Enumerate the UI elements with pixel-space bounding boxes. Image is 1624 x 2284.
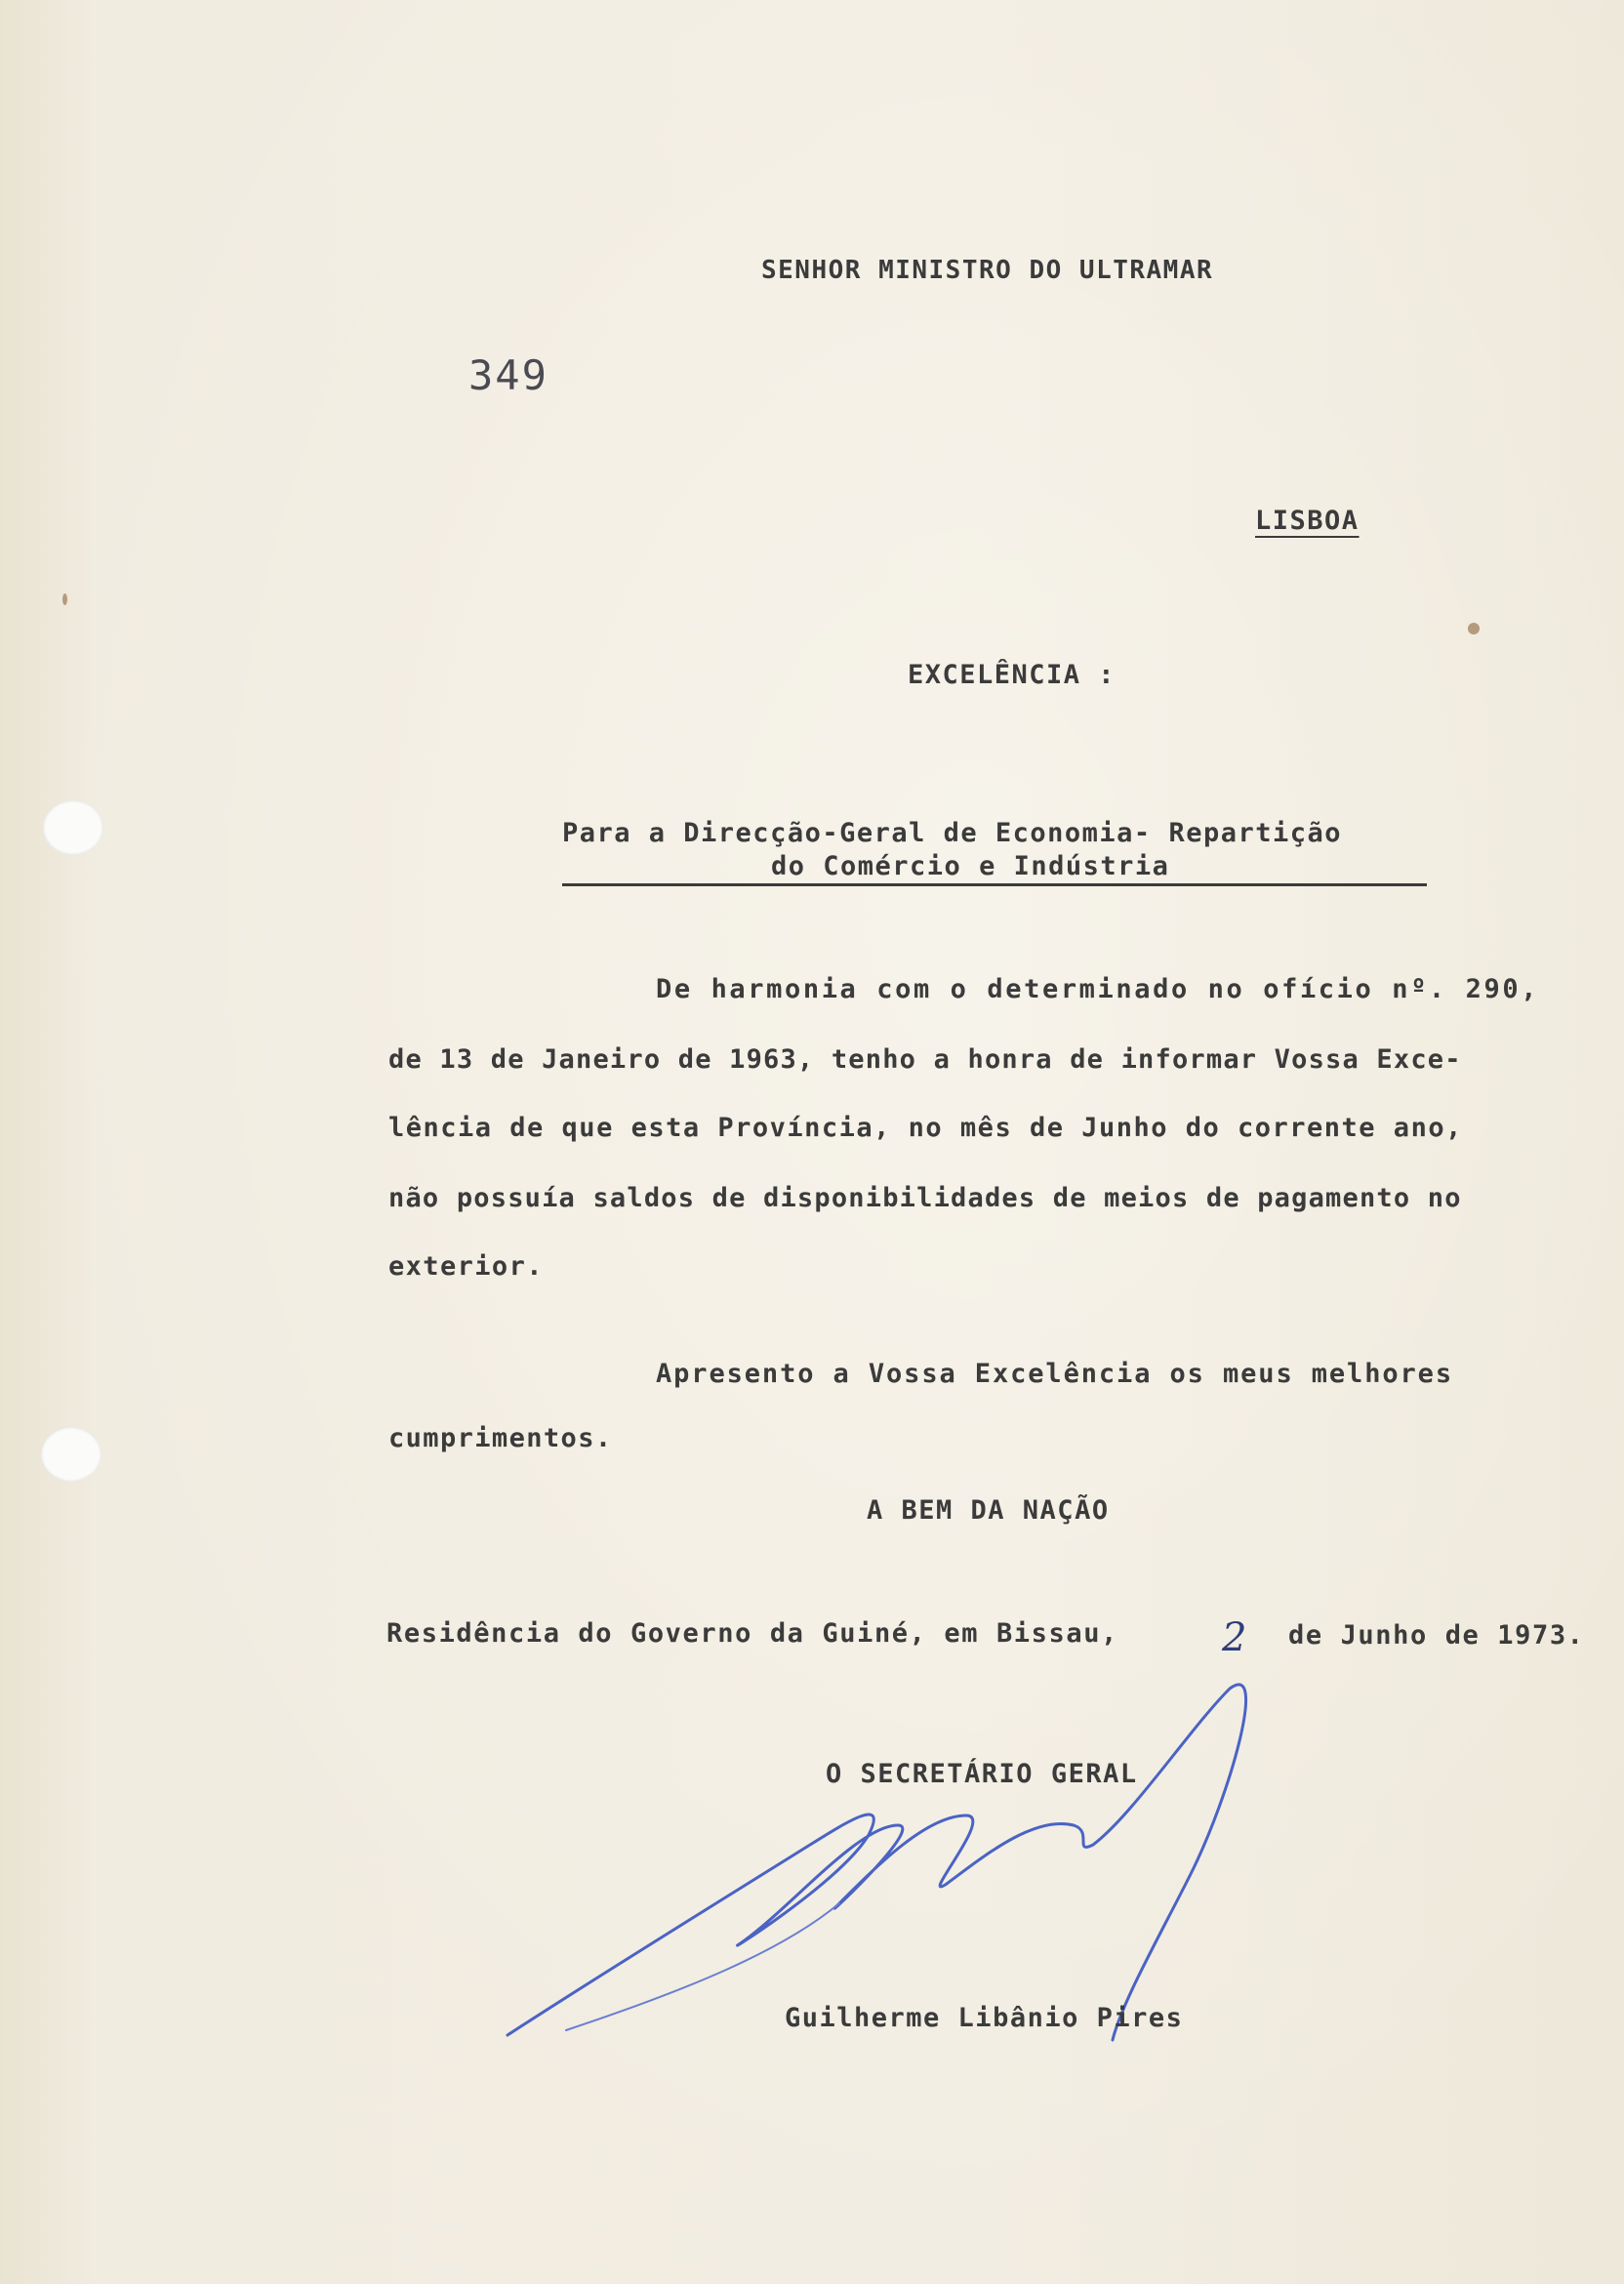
body-line: de 13 de Janeiro de 1963, tenho a honra de informar Vossa Exce- bbox=[388, 1044, 1462, 1075]
city: LISBOA bbox=[1255, 506, 1360, 536]
addressee: SENHOR MINISTRO DO ULTRAMAR bbox=[761, 256, 1214, 285]
subject-underline bbox=[562, 883, 1427, 886]
salutation: EXCELÊNCIA : bbox=[908, 660, 1116, 690]
signatory-name: Guilherme Libânio Pires bbox=[785, 2003, 1184, 2033]
body-line: De harmonia com o determinado no ofício nº. 290, bbox=[656, 974, 1540, 1004]
signature-stroke bbox=[508, 1685, 1246, 2040]
body-line: Apresento a Vossa Excelência os meus melhores bbox=[656, 1359, 1453, 1389]
signatory-title: O SECRETÁRIO GERAL bbox=[826, 1759, 1138, 1789]
paper-speck bbox=[62, 593, 67, 605]
body-line: não possuía saldos de disponibilidades de meios de pagamento no bbox=[388, 1183, 1462, 1213]
handwritten-day: 2 bbox=[1222, 1615, 1247, 1660]
subject-line-2: do Comércio e Indústria bbox=[771, 851, 1170, 881]
punch-hole-bottom bbox=[41, 1427, 102, 1482]
body-line: exterior. bbox=[388, 1251, 544, 1282]
punch-hole-top bbox=[43, 800, 103, 855]
motto: A BEM DA NAÇÃO bbox=[867, 1495, 1110, 1526]
body-line: cumprimentos. bbox=[388, 1423, 613, 1453]
place-date-suffix: de Junho de 1973. bbox=[1288, 1620, 1585, 1651]
body-line: lência de que esta Província, no mês de Junho do corrente ano, bbox=[388, 1113, 1463, 1143]
place-date-prefix: Residência do Governo da Guiné, em Bissau, bbox=[386, 1618, 1118, 1649]
paper-speck bbox=[1468, 623, 1480, 634]
subject-line-1: Para a Direcção-Geral de Economia- Repartição bbox=[562, 818, 1342, 848]
document-number: 349 bbox=[468, 351, 548, 399]
